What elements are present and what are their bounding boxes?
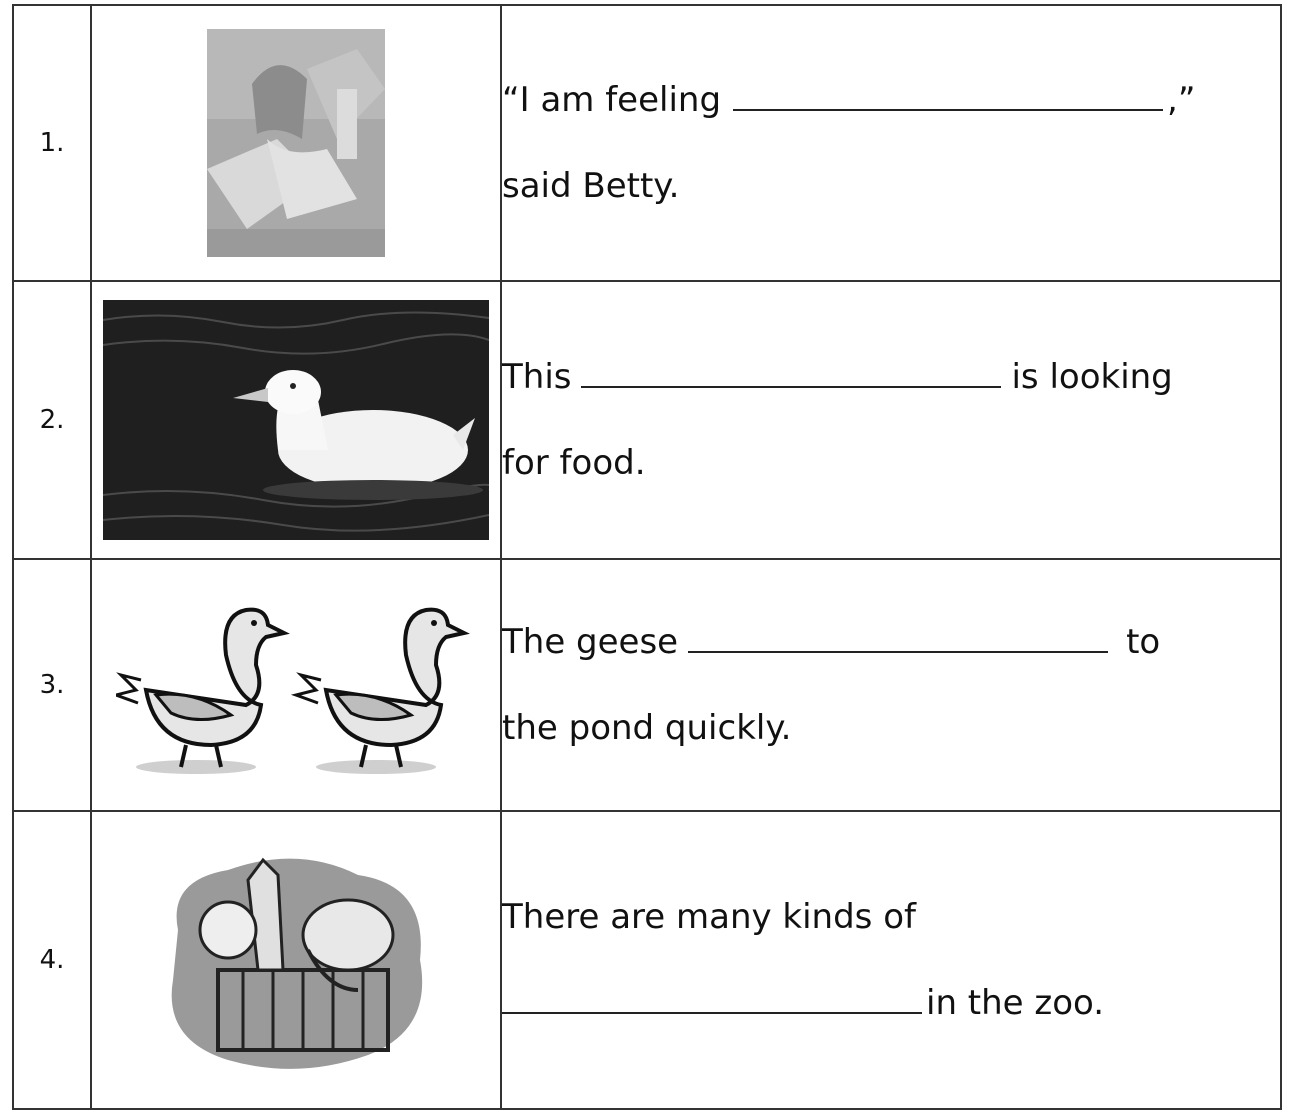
question-row-1 bbox=[13, 5, 1281, 281]
question-number: 2. bbox=[13, 281, 91, 559]
sentence-line-1 bbox=[502, 334, 1280, 420]
sentence-text: is looking bbox=[1011, 357, 1173, 397]
sentence-text: in the zoo. bbox=[926, 983, 1105, 1023]
sentence-line-1 bbox=[502, 57, 1280, 143]
woman-portrait-icon bbox=[207, 29, 385, 257]
question-number: 3. bbox=[13, 559, 91, 811]
question-row-4 bbox=[13, 811, 1281, 1109]
sentence-text: This bbox=[502, 357, 572, 397]
white-duck-photo-icon bbox=[103, 300, 489, 540]
question-row-2 bbox=[13, 281, 1281, 559]
sentence-line-2: said Betty. bbox=[502, 166, 680, 206]
sentence-line-2: the pond quickly. bbox=[502, 708, 792, 748]
sentence-text: “I am feeling bbox=[502, 80, 722, 120]
fill-in-blank-table bbox=[12, 4, 1282, 1110]
answer-blank[interactable] bbox=[688, 623, 1108, 653]
sentence-line-1 bbox=[502, 599, 1280, 685]
two-geese-icon bbox=[116, 595, 476, 775]
question-sentence bbox=[501, 5, 1281, 281]
question-picture-cell bbox=[91, 811, 501, 1109]
answer-blank[interactable] bbox=[581, 358, 1001, 388]
question-picture-cell bbox=[91, 281, 501, 559]
answer-blank[interactable] bbox=[733, 81, 1163, 111]
question-sentence bbox=[501, 811, 1281, 1109]
question-number: 4. bbox=[13, 811, 91, 1109]
sentence-text: ,” bbox=[1167, 80, 1196, 120]
sentence-line-2 bbox=[502, 960, 1280, 1046]
sentence-line-1: There are many kinds of bbox=[502, 897, 916, 937]
question-picture-cell bbox=[91, 5, 501, 281]
question-picture-cell bbox=[91, 559, 501, 811]
sentence-line-2: for food. bbox=[502, 443, 646, 483]
question-row-3 bbox=[13, 559, 1281, 811]
sentence-text: The geese bbox=[502, 622, 679, 662]
zoo-animals-icon bbox=[158, 840, 434, 1080]
sentence-text: to bbox=[1126, 622, 1161, 662]
answer-blank[interactable] bbox=[502, 984, 922, 1014]
question-sentence bbox=[501, 281, 1281, 559]
question-sentence bbox=[501, 559, 1281, 811]
question-number: 1. bbox=[13, 5, 91, 281]
